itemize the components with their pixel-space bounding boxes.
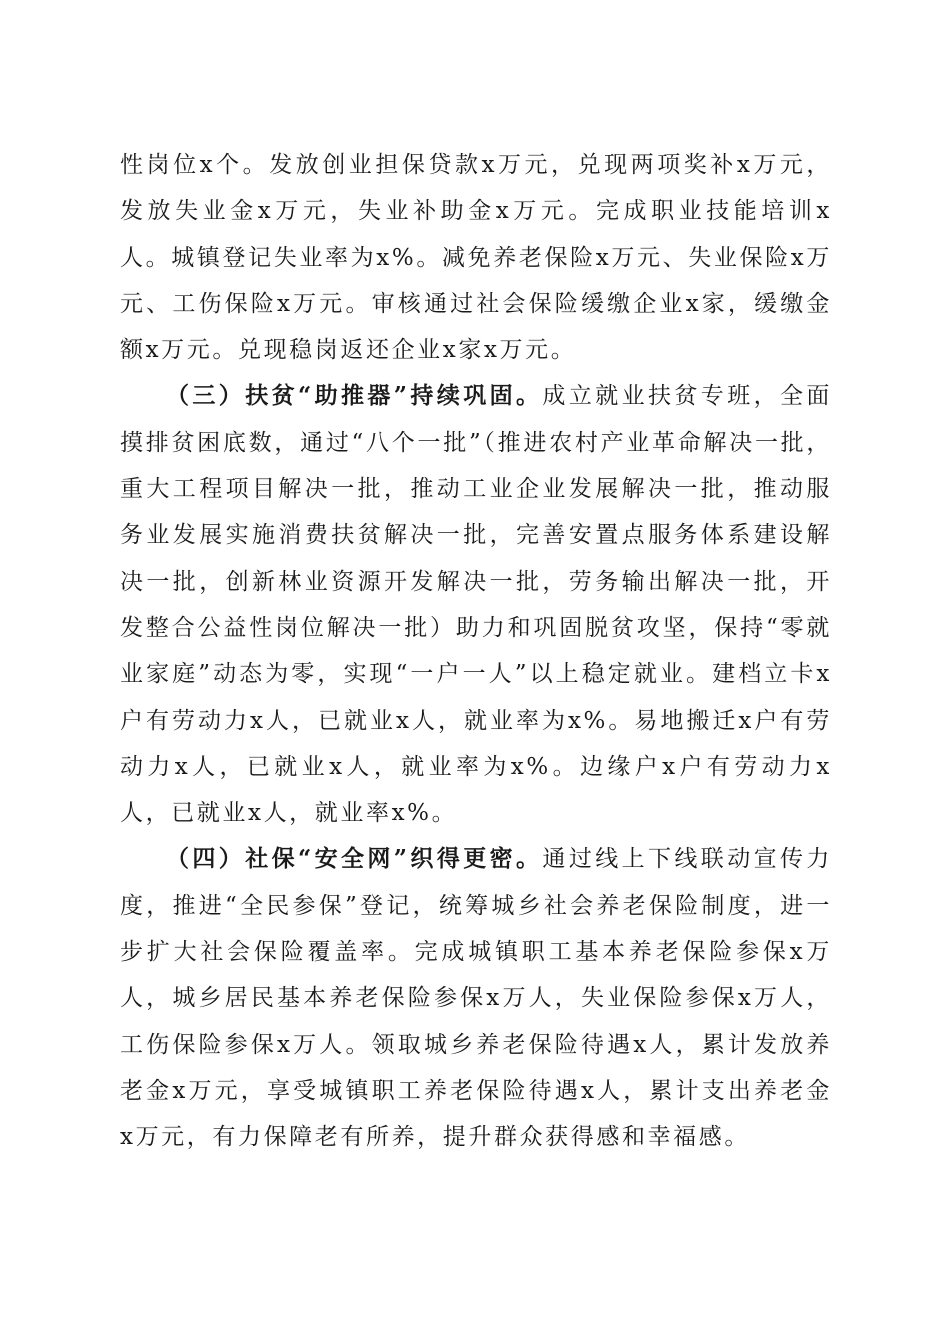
paragraph-body: 通过线上下线联动宣传力度，推进“全民参保”登记，统筹城乡社会养老保险制度，进一步扩大社会保险覆盖率。完成城镇职工基本养老保险参保x万人，城乡居民基本养老保险参保x万人，失业保险参保x万人，工伤保险参保x万人。领取城乡养老保险待遇x人，累计发放养老金x万元，享受城镇职工养老保险待遇x人，累计支出养老金x万元，有力保障老有所养，提升群众获得感和幸福感。 xyxy=(120,846,832,1151)
paragraph-continuation xyxy=(120,142,832,373)
paragraph-body: 性岗位x个。发放创业担保贷款x万元，兑现两项奖补x万元，发放失业金x万元，失业补助金x万元。完成职业技能培训x人。城镇登记失业率为x%。减免养老保险x万元、失业保险x万元、工伤保险x万元。审核通过社会保险缓缴企业x家，缓缴金额x万元。兑现稳岗返还企业x家x万元。 xyxy=(120,152,832,364)
document-body xyxy=(120,142,832,1161)
section-heading-four: （四）社保“安全网”织得更密。 xyxy=(166,845,543,873)
paragraph-body: 成立就业扶贫专班，全面摸排贫困底数，通过“八个一批”（推进农村产业革命解决一批，重大工程项目解决一批，推动工业企业发展解决一批，推动服务业发展实施消费扶贫解决一批，完善安置点服务体系建设解决一批，创新林业资源开发解决一批，劳务输出解决一批，开发整合公益性岗位解决一批）助力和巩固脱贫攻坚，保持“零就业家庭”动态为零，实现“一户一人”以上稳定就业。建档立卡x户有劳动力x人，已就业x人，就业率为x%。易地搬迁x户有劳动力x人，已就业x人，就业率为x%。边缘户x户有劳动力x人，已就业x人，就业率x%。 xyxy=(120,383,832,827)
paragraph-social-security xyxy=(120,836,832,1160)
paragraph-poverty-alleviation xyxy=(120,373,832,836)
section-heading-three: （三）扶贫“助推器”持续巩固。 xyxy=(166,382,543,410)
